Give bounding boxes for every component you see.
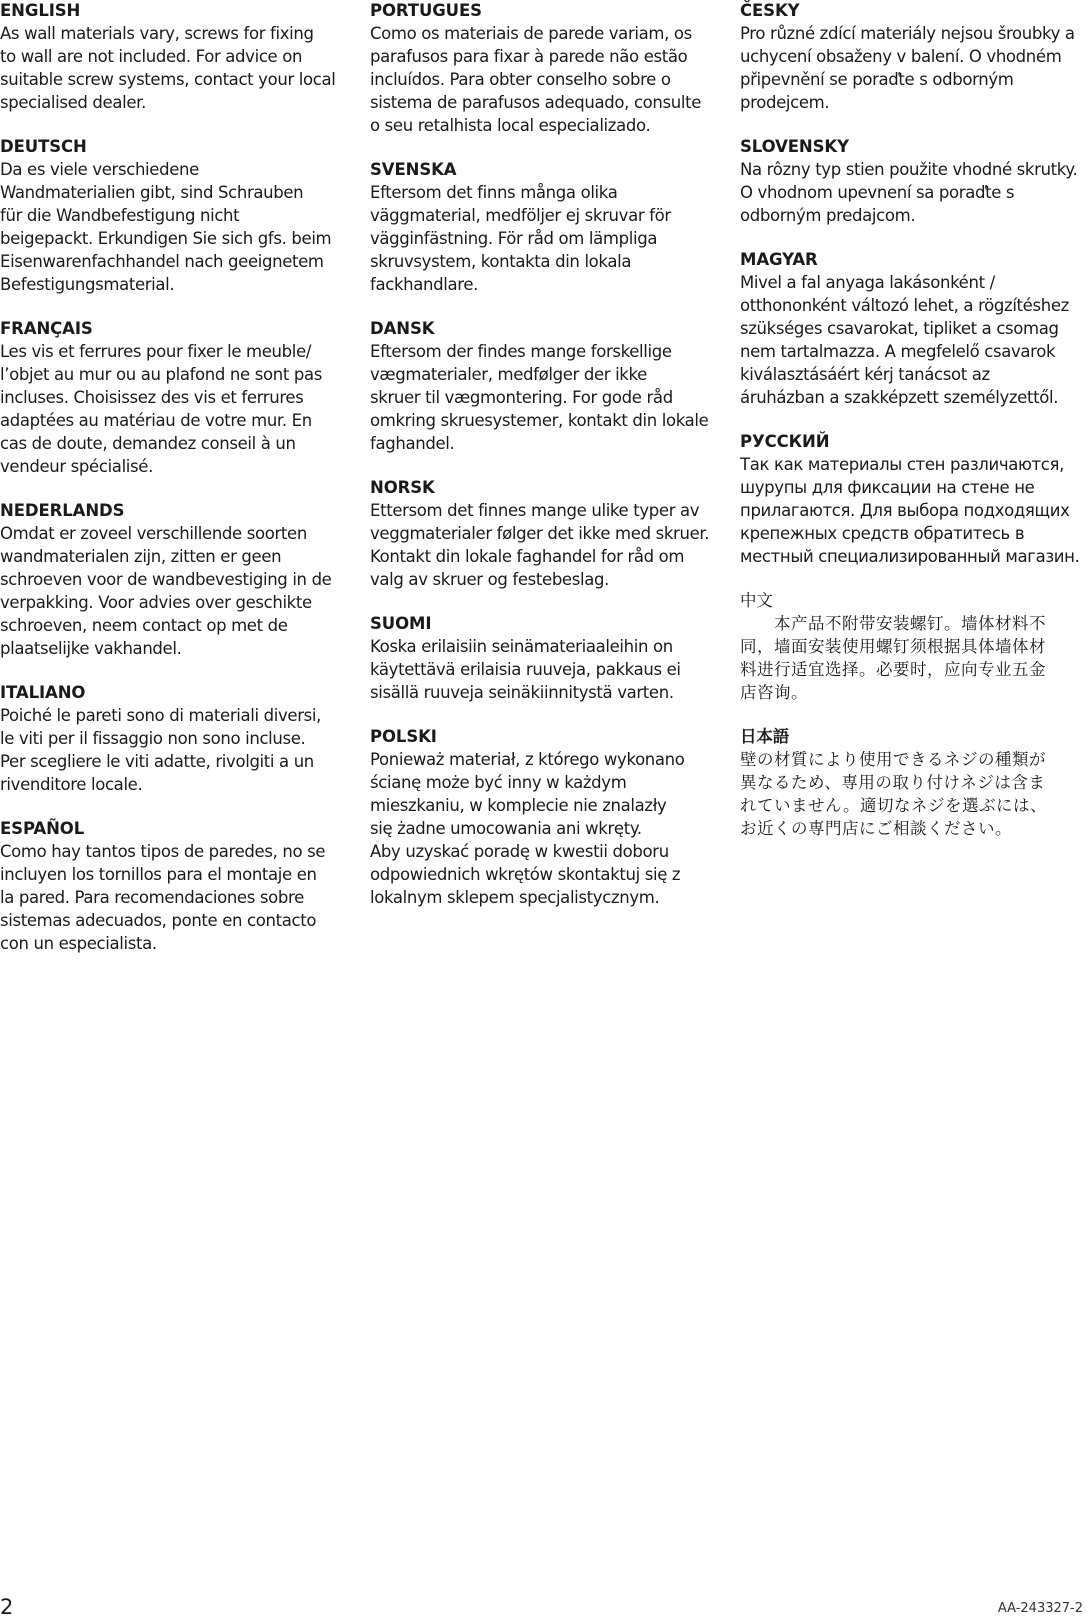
language-heading: ČESKY: [740, 1, 800, 20]
column-1: [0, 0, 342, 977]
language-section: [370, 726, 716, 909]
language-section: [370, 159, 716, 296]
page-number: 2: [0, 1595, 14, 1619]
language-section: [370, 477, 716, 591]
language-section: [0, 0, 342, 114]
language-text: Da es viele verschiedene Wandmaterialien gibt, sind Schrauben für die Wandbefestigung nicht beigepackt. Erkundigen Sie sich gfs. beim Eisenwarenfachhandel nach geeignetem Befestigungsmaterial.: [0, 160, 332, 294]
language-text: Como os materiais de parede variam, os parafusos para fixar à parede não estão incluídos. Para obter conselho sobre o sistema de parafusos adequado, consulte o seu retalhista local especializado.: [370, 24, 702, 135]
language-text: Ettersom det finnes mange ulike typer av veggmaterialer følger det ikke med skruer. Kontakt din lokale faghandel for råd om valg av skruer og festebeslag.: [370, 501, 710, 589]
language-heading: NORSK: [370, 478, 435, 497]
language-heading: POLSKI: [370, 727, 437, 746]
language-section: [740, 0, 1086, 114]
language-text: Koska erilaisiin seinämateriaaleihin on käytettävä erilaisia ruuveja, pakkaus ei sisällä ruuveja seinäkiinnitystä varten.: [370, 637, 681, 702]
language-section: [0, 818, 342, 955]
language-section: [370, 0, 716, 137]
language-text: Na rôzny typ stien použite vhodné skrutky. O vhodnom upevnení sa poraďte s odborným predajcom.: [740, 160, 1078, 225]
language-text: Eftersom der findes mange forskellige vægmaterialer, medfølger der ikke skruer til vægmontering. For gode råd omkring skruesystemer, kontakt din lokale faghandel.: [370, 342, 709, 453]
language-section: [740, 136, 1086, 227]
language-heading: 中文: [740, 591, 773, 610]
language-text: Como hay tantos tipos de paredes, no se incluyen los tornillos para el montaje en la pared. Para recomendaciones sobre sistemas adecuados, ponte en contacto con un especialista.: [0, 842, 326, 953]
language-text: 壁の材質により使用できるネジの種類が 異なるため、専用の取り付けネジは含ま れていません。適切なネジを選ぶには、 お近くの専門店にご相談ください。: [740, 750, 1047, 838]
language-text: Ponieważ materiał, z którego wykonano ścianę może być inny w każdym mieszkaniu, w komplecie nie znalazły się żadne umocowania ani wkręty. Aby uzyskać poradę w kwestii doboru odpowiednich wkrętów skontaktuj się z lokalnym sklepem specjalistycznym.: [370, 750, 685, 907]
language-heading: DEUTSCH: [0, 137, 87, 156]
language-text: Pro různé zdící materiály nejsou šroubky a uchycení obsaženy v balení. O vhodném připevnění se poraďte s odborným prodejcem.: [740, 24, 1075, 112]
language-section: [370, 613, 716, 704]
language-section: [0, 318, 342, 478]
column-3: [740, 0, 1086, 862]
language-text: Poiché le pareti sono di materiali diversi, le viti per il fissaggio non sono incluse. Per scegliere le viti adatte, rivolgiti a un rivenditore locale.: [0, 706, 322, 794]
document-code: AA-243327-2: [997, 1601, 1083, 1616]
language-section: [740, 590, 1086, 704]
language-heading: PORTUGUES: [370, 1, 482, 20]
language-text: Omdat er zoveel verschillende soorten wandmaterialen zijn, zitten er geen schroeven voor de wandbevestiging in de verpakking. Voor advies over geschikte schroeven, neem contact op met de plaatselijke vakhandel.: [0, 524, 332, 658]
language-section: [0, 136, 342, 296]
language-heading: FRANÇAIS: [0, 319, 93, 338]
language-text: As wall materials vary, screws for fixing to wall are not included. For advice on suitable screw systems, contact your local specialised dealer.: [0, 24, 336, 112]
language-heading: SUOMI: [370, 614, 432, 633]
language-heading: ITALIANO: [0, 683, 86, 702]
language-text: Les vis et ferrures pour fixer le meuble/ l’objet au mur ou au plafond ne sont pas incluses. Choisissez des vis et ferrures adaptées au matériau de votre mur. En cas de doute, demandez conseil à un vendeur spécialisé.: [0, 342, 322, 476]
language-heading: DANSK: [370, 319, 435, 338]
language-section: [740, 726, 1086, 840]
language-heading: SVENSKA: [370, 160, 457, 179]
language-text: Eftersom det finns många olika väggmaterial, medföljer ej skruvar för vägginfästning. För råd om lämpliga skruvsystem, kontakta din lokala fackhandlare.: [370, 183, 671, 294]
language-heading: NEDERLANDS: [0, 501, 125, 520]
language-heading: ESPAÑOL: [0, 819, 85, 838]
language-section: [370, 318, 716, 455]
language-section: [0, 682, 342, 796]
language-heading: ENGLISH: [0, 1, 81, 20]
language-heading: SLOVENSKY: [740, 137, 849, 156]
language-heading: MAGYAR: [740, 250, 818, 269]
language-section: [0, 500, 342, 660]
language-text: Так как материалы стен различаются, шурупы для фиксации на стене не прилагаются. Для выбора подходящих крепежных средств обратитесь в местный специализированный магазин.: [740, 455, 1080, 566]
language-heading: 日本語: [740, 727, 790, 746]
language-text: 本产品不附带安装螺钉。墙体材料不 同，墙面安装使用螺钉须根据具体墙体材 料进行适宜选择。必要时，应向专业五金 店咨询。: [740, 614, 1046, 702]
language-heading: РУССКИЙ: [740, 432, 830, 451]
language-section: [740, 249, 1086, 409]
column-2: [370, 0, 716, 931]
language-text: Mivel a fal anyaga lakásonként / otthononként változó lehet, a rögzítéshez szükséges csavarokat, tipliket a csomag nem tartalmazza. A megfelelő csavarok kiválasztásáért kérj tanácsot az áruházban a szakképzett személyzettől.: [740, 273, 1069, 407]
language-section: [740, 431, 1086, 568]
